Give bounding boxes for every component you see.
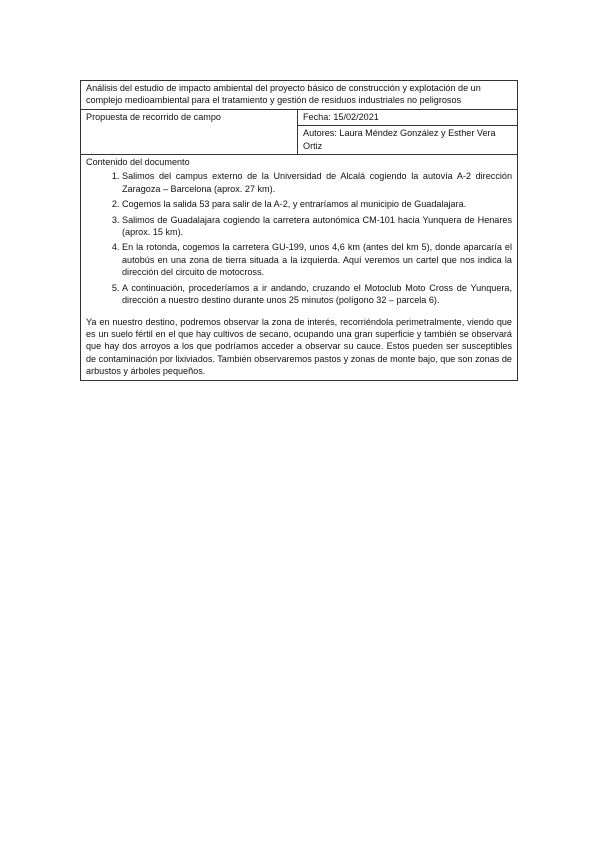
- date-field: Fecha: 15/02/2021: [298, 109, 518, 125]
- authors-field: Autores: Laura Méndez González y Esther Vera Ortiz: [298, 126, 518, 155]
- meta-row-1: [81, 109, 518, 125]
- document-title: Análisis del estudio de impacto ambiental del proyecto básico de construcción y explotación de un complejo medioambiental para el tratamiento y gestión de residuos industriales no peligrosos: [81, 81, 518, 110]
- list-item: 2. Cogemos la salida 53 para salir de la A-2, y entraríamos al municipio de Guadalajara.: [122, 198, 512, 210]
- list-item: 4. En la rotonda, cogemos la carretera GU-199, unos 4,6 km (antes del km 5), donde aparcaría el autobús en una zona de tierra situada a la izquierda. Aquí veremos un cartel que nos indica la dirección del circuito de motocross.: [122, 241, 512, 278]
- content-row: [81, 155, 518, 381]
- closing-paragraph: Ya en nuestro destino, podremos observar la zona de interés, recorriéndola perimetralmente, viendo que es un suelo fértil en el que hay cultivos de secano, ocupando una gran superficie y también se observará que hay dos arroyos a los que podríamos acceder a observar su cauce. Estos pueden ser susceptibles de contaminación por lixiviados. También observaremos pastos y zonas de monte bajo, que son zonas de arbustos y árboles pequeños.: [86, 316, 512, 377]
- title-row: [81, 81, 518, 110]
- list-item: 1. Salimos del campus externo de la Universidad de Alcalá cogiendo la autovía A-2 dirección Zaragoza – Barcelona (aprox. 27 km).: [122, 170, 512, 195]
- content-title: Contenido del documento: [86, 157, 190, 168]
- list-item: 3. Salimos de Guadalajara cogiendo la carretera autonómica CM-101 hacia Yunquera de Henares (aprox. 15 km).: [122, 214, 512, 239]
- content-section: [81, 155, 518, 381]
- document-table: [80, 80, 518, 381]
- route-steps-list: [86, 170, 512, 306]
- proposal-label: Propuesta de recorrido de campo: [81, 109, 298, 154]
- list-item: 5. A continuación, procederíamos a ir andando, cruzando el Motoclub Moto Cross de Yunquera, dirección a nuestro destino durante unos 25 minutos (polígono 32 – parcela 6).: [122, 282, 512, 307]
